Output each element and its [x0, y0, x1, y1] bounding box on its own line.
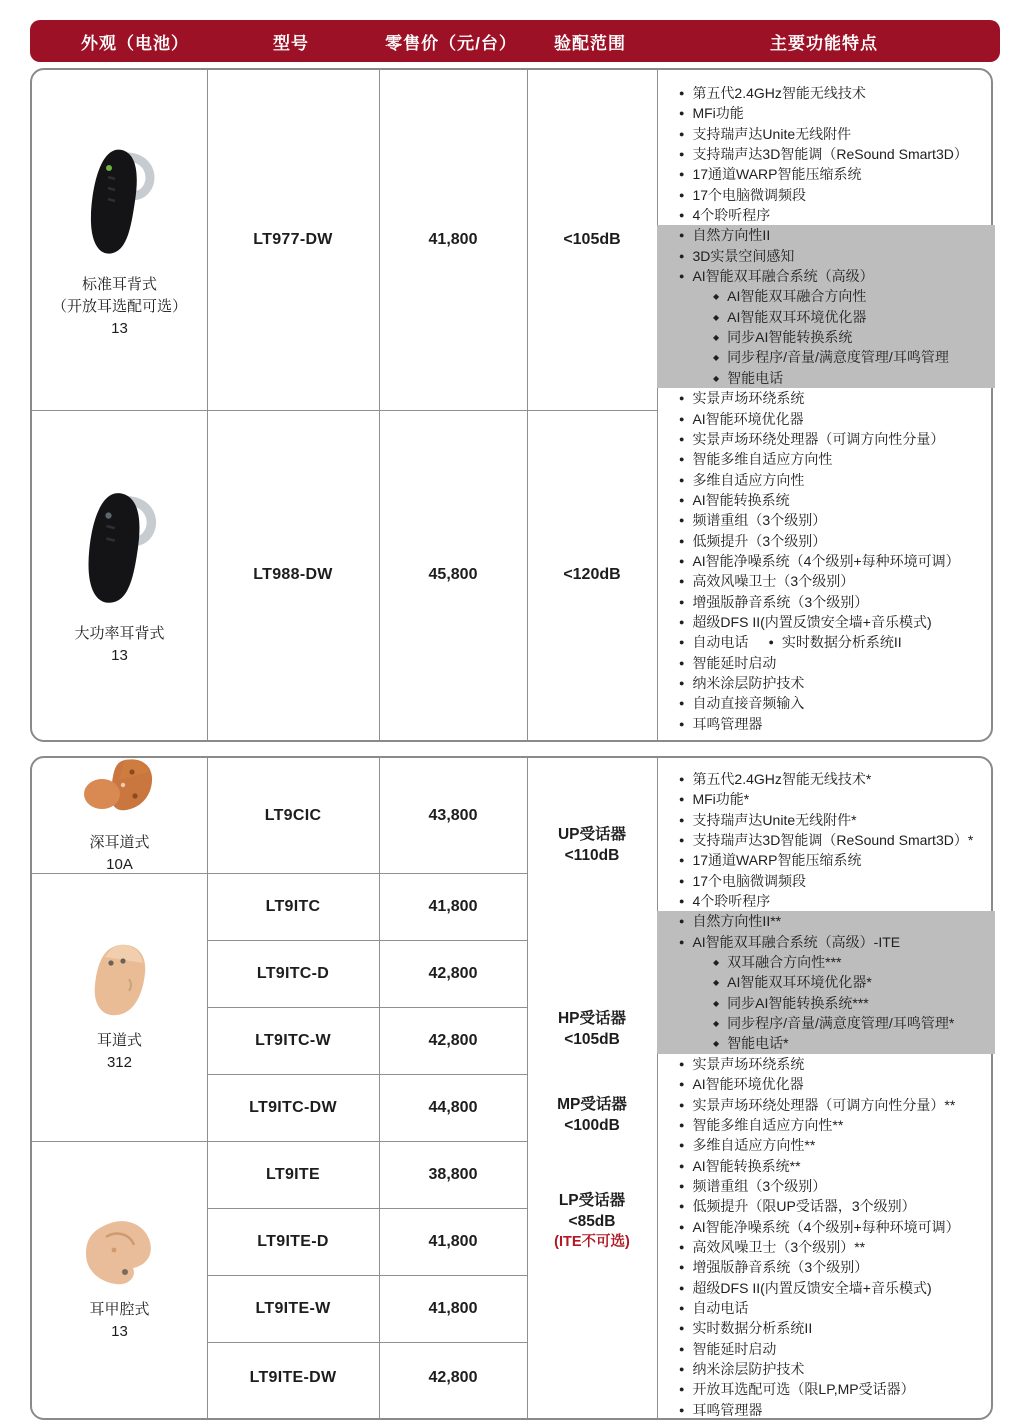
feature-item [657, 911, 995, 931]
diamond-bullet-icon: ◆ [713, 312, 720, 322]
feature-group-highlighted [657, 911, 995, 1053]
feature-text: 实时数据分析系统II [781, 634, 902, 651]
feature-item [657, 1257, 995, 1277]
features-list-bte [657, 83, 995, 734]
col-header-model: 型号 [273, 33, 309, 53]
col-header-appearance: 外观（电池） [81, 33, 189, 53]
feature-item [657, 490, 995, 510]
dot-bullet-icon: ● [679, 413, 685, 424]
price-lt9ite-d: 41,800 [428, 1232, 478, 1250]
feature-group [657, 1054, 995, 1420]
feature-text: 增强版静音系统（3个级别） [692, 593, 869, 610]
feature-item [657, 368, 995, 388]
dot-bullet-icon: ● [679, 855, 685, 866]
feature-text: 多维自适应方向性 [692, 471, 805, 488]
dot-bullet-icon: ● [679, 1140, 685, 1151]
feature-item [657, 1298, 995, 1318]
feature-text: 自动电话 [692, 634, 749, 651]
dot-bullet-icon: ● [679, 677, 685, 688]
model-lt9ite-dw: LT9ITE-DW [249, 1369, 337, 1386]
feature-item [657, 1278, 995, 1298]
dot-bullet-icon: ● [679, 88, 685, 98]
model-lt9ite-d: LT9ITE-D [257, 1232, 329, 1250]
feature-item [657, 993, 995, 1013]
diamond-bullet-icon: ◆ [713, 373, 720, 383]
feature-item [657, 307, 995, 327]
feature-text: AI智能双耳融合方向性 [727, 288, 867, 305]
dot-bullet-icon: ● [679, 1119, 685, 1130]
feature-text: 纳米涂层防护技术 [692, 1360, 805, 1377]
model-lt9itc: LT9ITC [265, 897, 321, 915]
model-lt977-dw: LT977-DW [253, 231, 333, 248]
diamond-bullet-icon: ◆ [713, 353, 720, 363]
feature-text: 17通道WARP智能压缩系统 [692, 852, 862, 869]
product-cell-bte-standard [32, 70, 207, 410]
product-cell-ite [32, 1141, 207, 1418]
dot-bullet-icon: ● [679, 474, 685, 485]
dot-bullet-icon: ● [679, 149, 685, 160]
feature-item [657, 714, 995, 734]
feature-item [657, 388, 995, 408]
feature-item [657, 891, 995, 911]
feature-text: AI智能双耳融合系统（高级）-ITE [692, 933, 901, 950]
dot-bullet-icon: ● [679, 454, 685, 465]
bte-table [30, 68, 993, 742]
diamond-bullet-icon: ◆ [713, 978, 720, 988]
feature-item [657, 409, 995, 429]
feature-text: 第五代2.4GHz智能无线技术 [692, 85, 866, 101]
dot-bullet-icon: ● [679, 128, 685, 139]
feature-item [657, 1359, 995, 1379]
feature-text: 智能延时启动 [692, 654, 777, 671]
feature-item [657, 347, 995, 367]
dot-bullet-icon: ● [679, 535, 685, 546]
feature-text: AI智能净噪系统（4个级别+每种环境可调） [692, 552, 960, 569]
product-name: 耳道式 312 [96, 1031, 142, 1071]
diamond-bullet-icon: ◆ [713, 958, 720, 968]
price-lt9itc-dw: 44,800 [428, 1098, 478, 1116]
dot-bullet-icon: ● [679, 814, 685, 825]
dot-bullet-icon: ● [679, 271, 685, 282]
feature-item [657, 327, 995, 347]
feature-item [657, 810, 995, 830]
feature-item [657, 83, 995, 103]
feature-text: AI智能转换系统 [692, 491, 790, 508]
feature-item [657, 932, 995, 952]
feature-text: 同步程序/音量/满意度管理/耳鸣管理* [727, 1015, 955, 1032]
price-lt9itc-d: 42,800 [428, 964, 478, 982]
range-lt988-dw: <120dB [563, 566, 621, 583]
feature-text: 支持瑞声达Unite无线附件* [692, 811, 857, 828]
dot-bullet-icon: ● [679, 916, 685, 927]
feature-text: 智能延时启动 [692, 1340, 777, 1357]
range-lt977-dw: <105dB [563, 231, 621, 248]
product-name: 耳甲腔式 13 [89, 1301, 150, 1340]
feature-item [657, 612, 995, 632]
feature-item [657, 1217, 995, 1237]
range-up-receiver: UP受话器 <110dB [557, 826, 627, 864]
feature-text: AI智能双耳环境优化器* [727, 974, 872, 991]
feature-text: 实景声场环绕处理器（可调方向性分量）** [692, 1096, 956, 1113]
feature-text: 17个电脑微调频段 [692, 186, 807, 203]
feature-text: 智能多维自适应方向性 [692, 451, 833, 468]
feature-item [657, 1095, 995, 1115]
feature-item [657, 429, 995, 449]
feature-text: 频谱重组（3个级别） [692, 512, 827, 529]
feature-item [657, 225, 995, 245]
product-cell-itc [32, 873, 207, 1141]
feature-item [657, 1237, 995, 1257]
dot-bullet-icon: ● [679, 698, 685, 709]
feature-text: 实景声场环绕系统 [692, 390, 805, 407]
feature-item [657, 850, 995, 870]
dot-bullet-icon: ● [679, 1323, 685, 1334]
feature-text: 纳米涂层防护技术 [692, 674, 805, 691]
price-lt9ite: 38,800 [428, 1165, 478, 1183]
feature-item [657, 246, 995, 266]
feature-text: 增强版静音系统（3个级别） [692, 1259, 869, 1276]
model-lt9cic: LT9CIC [264, 806, 322, 824]
dot-bullet-icon: ● [768, 637, 774, 648]
ite-table [30, 756, 993, 1420]
feature-text: 低频提升（3个级别） [692, 532, 827, 549]
range-hp-receiver: HP受话器 <105dB [557, 1010, 627, 1048]
dot-bullet-icon: ● [679, 1262, 685, 1273]
table-header-bar [30, 20, 1000, 62]
product-name: 深耳道式 10A [89, 834, 150, 873]
bte-standard-hearing-aid-image [77, 141, 163, 268]
model-lt9itc-dw: LT9ITC-DW [249, 1098, 337, 1116]
itc-hearing-aid-image [85, 941, 155, 1024]
feature-text: 同步AI智能转换系统 [727, 329, 853, 346]
feature-text: 实景声场环绕系统 [692, 1055, 805, 1072]
feature-group-highlighted [657, 225, 995, 388]
model-lt9ite-w: LT9ITE-W [255, 1299, 331, 1317]
feature-item [657, 266, 995, 286]
price-lt9itc: 41,800 [428, 897, 478, 915]
feature-item [657, 449, 995, 469]
dot-bullet-icon: ● [679, 657, 685, 668]
feature-text: 同步AI智能转换系统*** [727, 994, 869, 1011]
col-header-fitting-range: 验配范围 [554, 33, 626, 53]
feature-item [657, 1339, 995, 1359]
model-lt988-dw: LT988-DW [253, 566, 333, 583]
dot-bullet-icon: ● [679, 1160, 685, 1171]
dot-bullet-icon: ● [679, 1079, 685, 1090]
feature-text: 实景声场环绕处理器（可调方向性分量） [692, 430, 945, 447]
diamond-bullet-icon: ◆ [713, 1019, 720, 1029]
feature-item [657, 1156, 995, 1176]
feature-text: 同步程序/音量/满意度管理/耳鸣管理 [727, 349, 949, 366]
feature-item [657, 871, 995, 891]
feature-text: 17个电脑微调频段 [692, 872, 807, 889]
dot-bullet-icon: ● [679, 393, 685, 404]
dot-bullet-icon: ● [679, 433, 685, 444]
feature-item [657, 1074, 995, 1094]
col-header-features: 主要功能特点 [770, 33, 878, 53]
diamond-bullet-icon: ◆ [713, 292, 720, 302]
feature-item [657, 1033, 995, 1053]
dot-bullet-icon: ● [679, 210, 685, 221]
product-cell-bte-power [32, 410, 207, 740]
feature-text: AI智能净噪系统（4个级别+每种环境可调） [692, 1218, 960, 1235]
feature-item [657, 144, 995, 164]
dot-bullet-icon: ● [679, 576, 685, 587]
feature-text: 自动直接音频输入 [692, 695, 805, 712]
feature-text: 双耳融合方向性*** [727, 954, 842, 971]
price-lt988-dw: 45,800 [428, 566, 478, 583]
feature-text: 智能电话* [727, 1035, 789, 1052]
feature-item [657, 1379, 995, 1399]
diamond-bullet-icon: ◆ [713, 1039, 720, 1049]
feature-text: AI智能环境优化器 [692, 410, 804, 427]
feature-text: AI智能双耳环境优化器 [727, 308, 867, 325]
dot-bullet-icon: ● [679, 616, 685, 627]
range-lp-note: (ITE不可选) [554, 1234, 630, 1250]
feature-text: AI智能转换系统** [692, 1157, 801, 1174]
feature-text: 自然方向性II [692, 227, 771, 244]
feature-text: 开放耳选配可选（限LP,MP受话器） [692, 1381, 915, 1398]
dot-bullet-icon: ● [679, 835, 685, 846]
dot-bullet-icon: ● [679, 596, 685, 607]
dot-bullet-icon: ● [679, 774, 685, 784]
dot-bullet-icon: ● [679, 896, 685, 907]
dot-bullet-icon: ● [679, 1241, 685, 1252]
feature-text: 频谱重组（3个级别） [692, 1177, 827, 1194]
dot-bullet-icon: ● [679, 169, 685, 180]
feature-text: 支持瑞声达Unite无线附件 [692, 125, 852, 142]
feature-item [657, 470, 995, 490]
feature-item [657, 653, 995, 673]
feature-item [657, 1318, 995, 1338]
dot-bullet-icon: ● [679, 637, 685, 648]
feature-text: 智能电话 [727, 369, 784, 386]
dot-bullet-icon: ● [679, 189, 685, 200]
price-lt977-dw: 41,800 [428, 231, 478, 248]
product-name: 大功率耳背式 13 [74, 624, 165, 664]
feature-text: 17通道WARP智能压缩系统 [692, 166, 862, 183]
dot-bullet-icon: ● [679, 875, 685, 886]
feature-text: MFi功能* [692, 791, 750, 808]
feature-item [657, 103, 995, 123]
feature-text: 超级DFS II(内置反馈安全墙+音乐模式) [692, 613, 932, 630]
price-lt9ite-dw: 42,800 [428, 1369, 478, 1386]
price-lt9cic: 43,800 [428, 806, 478, 824]
feature-text: 4个聆听程序 [692, 893, 771, 910]
dot-bullet-icon: ● [679, 494, 685, 505]
feature-text: 自然方向性II** [692, 913, 782, 930]
diamond-bullet-icon: ◆ [713, 998, 720, 1008]
feature-text: 智能多维自适应方向性** [692, 1116, 844, 1133]
product-name: 标准耳背式 （开放耳选配可选） 13 [51, 275, 187, 337]
col-header-price: 零售价（元/台） [385, 33, 517, 53]
feature-text: 耳鸣管理器 [692, 1401, 763, 1418]
feature-item [657, 592, 995, 612]
model-lt9itc-w: LT9ITC-W [255, 1031, 331, 1049]
feature-item [657, 769, 995, 789]
dot-bullet-icon: ● [679, 250, 685, 261]
feature-text: 支持瑞声达3D智能调（ReSound Smart3D） [692, 146, 968, 163]
feature-text: MFi功能 [692, 105, 744, 122]
feature-text: AI智能环境优化器 [692, 1076, 804, 1093]
feature-text: 4个聆听程序 [692, 207, 771, 224]
feature-text: 高效风噪卫士（3个级别） [692, 573, 855, 590]
feature-group [657, 769, 995, 911]
feature-item [657, 205, 995, 225]
dot-bullet-icon: ● [679, 1343, 685, 1354]
dot-bullet-icon: ● [679, 1099, 685, 1110]
feature-group [657, 83, 995, 225]
range-lp-receiver: LP受话器 <85dB (ITE不可选) [527, 1190, 657, 1253]
feature-text: 自动电话 [692, 1299, 749, 1316]
feature-text: 多维自适应方向性** [692, 1137, 816, 1154]
feature-item [657, 1400, 995, 1420]
feature-item [657, 1013, 995, 1033]
dot-bullet-icon: ● [679, 230, 685, 241]
dot-bullet-icon: ● [679, 1180, 685, 1191]
feature-item [657, 972, 995, 992]
feature-text: AI智能双耳融合系统（高级） [692, 268, 874, 285]
dot-bullet-icon: ● [679, 555, 685, 566]
feature-item [657, 693, 995, 713]
feature-item [657, 1115, 995, 1135]
feature-text: 支持瑞声达3D智能调（ReSound Smart3D）* [692, 832, 974, 849]
feature-item [657, 185, 995, 205]
dot-bullet-icon: ● [679, 1282, 685, 1293]
features-list-ite [657, 769, 995, 1420]
feature-group [657, 388, 995, 734]
feature-text: 3D实景空间感知 [692, 247, 795, 264]
feature-item [657, 164, 995, 184]
dot-bullet-icon: ● [679, 1058, 685, 1069]
feature-text: 第五代2.4GHz智能无线技术* [692, 771, 872, 787]
feature-item [657, 632, 995, 652]
dot-bullet-icon: ● [679, 1363, 685, 1374]
model-lt9itc-d: LT9ITC-D [256, 964, 330, 982]
feature-item [657, 1176, 995, 1196]
dot-bullet-icon: ● [679, 1404, 685, 1415]
dot-bullet-icon: ● [679, 1221, 685, 1232]
feature-item [657, 124, 995, 144]
feature-item [657, 510, 995, 530]
price-lt9itc-w: 42,800 [428, 1031, 478, 1049]
dot-bullet-icon: ● [679, 515, 685, 526]
ite-hearing-aid-image [78, 1216, 162, 1293]
cic-hearing-aid-image [79, 755, 161, 826]
feature-text: 低频提升（限UP受话器，3个级别） [692, 1198, 916, 1215]
dot-bullet-icon: ● [679, 108, 685, 119]
feature-text: 耳鸣管理器 [692, 715, 763, 732]
feature-item [657, 830, 995, 850]
dot-bullet-icon: ● [679, 936, 685, 947]
diamond-bullet-icon: ◆ [713, 333, 720, 343]
dot-bullet-icon: ● [679, 718, 685, 729]
feature-text: 超级DFS II(内置反馈安全墙+音乐模式) [692, 1279, 932, 1296]
feature-item [657, 789, 995, 809]
dot-bullet-icon: ● [679, 1201, 685, 1212]
feature-item [657, 1054, 995, 1074]
model-lt9ite: LT9ITE [266, 1165, 320, 1183]
feature-item [657, 1135, 995, 1155]
feature-item [657, 952, 995, 972]
price-lt9ite-w: 41,800 [428, 1299, 478, 1317]
feature-item [657, 551, 995, 571]
feature-item [657, 531, 995, 551]
feature-text: 高效风噪卫士（3个级别）** [692, 1238, 866, 1255]
feature-item [657, 1196, 995, 1216]
dot-bullet-icon: ● [679, 1302, 685, 1313]
bte-power-hearing-aid-image [75, 484, 165, 617]
feature-item [657, 286, 995, 306]
feature-text: 实时数据分析系统II [692, 1320, 813, 1337]
feature-item [657, 673, 995, 693]
product-cell-cic [32, 758, 207, 873]
feature-item [657, 571, 995, 591]
dot-bullet-icon: ● [679, 794, 685, 805]
dot-bullet-icon: ● [679, 1384, 685, 1395]
range-mp-receiver: MP受话器 <100dB [557, 1096, 627, 1134]
